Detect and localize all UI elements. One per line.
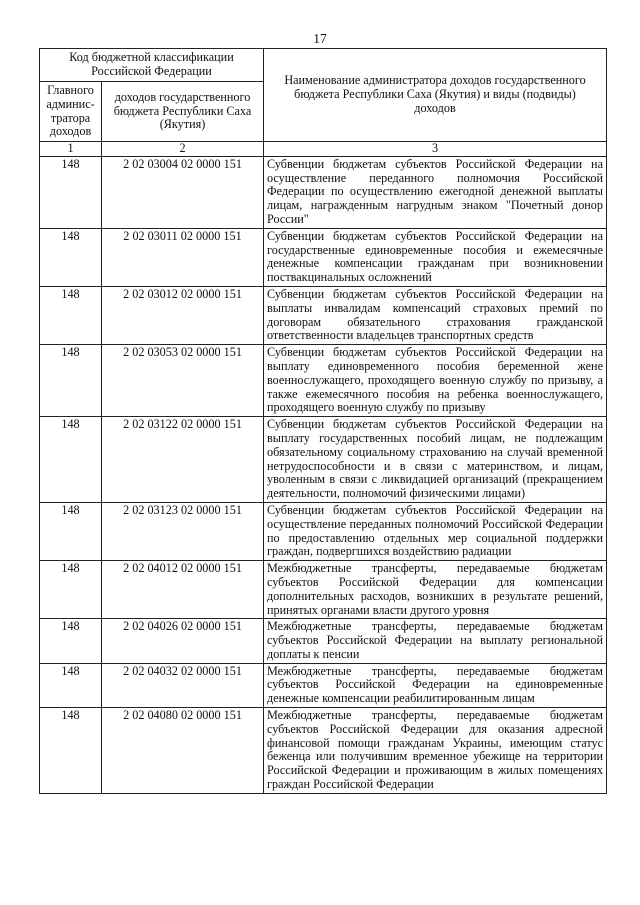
table-row	[40, 417, 607, 503]
revenue-name-cell: Межбюджетные трансферты, передаваемые бюджетам субъектов Российской Федерации для оказания адресной финансовой помощи гражданам Украины, имеющим статус беженца или получившим временное убежище на территории Российской Федерации и проживающим в жилых помещениях граждан Российской Федерации	[264, 708, 607, 794]
admin-code-cell: 148	[40, 708, 102, 794]
revenue-name-cell: Субвенции бюджетам субъектов Российской Федерации на выплату единовременного пособия беременной жене военнослужащего, проходящего военную службу по призыву, а также ежемесячного пособия на ребенка военнослужащего, проходящего военную службу по призыву	[264, 345, 607, 417]
admin-code-cell: 148	[40, 502, 102, 560]
header-revenue-code: доходов государственного бюджета Республики Саха (Якутия)	[102, 82, 264, 142]
revenue-code-cell: 2 02 04032 02 0000 151	[102, 663, 264, 707]
revenue-code-cell: 2 02 03004 02 0000 151	[102, 156, 264, 228]
revenue-code-cell: 2 02 04080 02 0000 151	[102, 708, 264, 794]
admin-code-cell: 148	[40, 561, 102, 619]
header-administrator-name: Наименование администратора доходов государственного бюджета Республики Саха (Якутия) и виды (подвиды) доходов	[264, 49, 607, 142]
revenue-code-cell: 2 02 03122 02 0000 151	[102, 417, 264, 503]
admin-code-cell: 148	[40, 156, 102, 228]
column-number: 2	[102, 142, 264, 157]
table-row	[40, 286, 607, 344]
column-number: 3	[264, 142, 607, 157]
revenue-name-cell: Субвенции бюджетам субъектов Российской Федерации на выплату государственных пособий лицам, не подлежащим обязательному социальному страхованию на случай временной нетрудоспособности и в связи с материнством, и лицам, уволенным в связи с ликвидацией организаций (прекращением деятельности, полномочий физическими лицами)	[264, 417, 607, 503]
column-number: 1	[40, 142, 102, 157]
admin-code-cell: 148	[40, 228, 102, 286]
admin-code-cell: 148	[40, 286, 102, 344]
table-row	[40, 619, 607, 663]
table-row	[40, 561, 607, 619]
page-number: 17	[313, 31, 327, 46]
revenue-code-cell: 2 02 04026 02 0000 151	[102, 619, 264, 663]
table-row	[40, 228, 607, 286]
table-row	[40, 708, 607, 794]
admin-code-cell: 148	[40, 345, 102, 417]
table-row	[40, 345, 607, 417]
revenue-code-cell: 2 02 04012 02 0000 151	[102, 561, 264, 619]
table-row	[40, 156, 607, 228]
admin-code-cell: 148	[40, 417, 102, 503]
budget-classification-table	[39, 48, 607, 794]
header-main-administrator: Главного админис-тратора доходов	[40, 82, 102, 142]
revenue-code-cell: 2 02 03053 02 0000 151	[102, 345, 264, 417]
table-row	[40, 502, 607, 560]
revenue-code-cell: 2 02 03011 02 0000 151	[102, 228, 264, 286]
column-numbers-row	[40, 142, 607, 157]
revenue-name-cell: Субвенции бюджетам субъектов Российской Федерации на выплаты инвалидам компенсаций страховых премий по договорам обязательного страхования гражданской ответственности владельцев транспортных средств	[264, 286, 607, 344]
admin-code-cell: 148	[40, 619, 102, 663]
revenue-code-cell: 2 02 03123 02 0000 151	[102, 502, 264, 560]
header-budget-classification-code: Код бюджетной классификации Российской Федерации	[40, 49, 264, 82]
table-row	[40, 663, 607, 707]
revenue-name-cell: Субвенции бюджетам субъектов Российской Федерации на государственные единовременные пособия и ежемесячные денежные компенсации гражданам при возникновении поствакцинальных осложнений	[264, 228, 607, 286]
revenue-name-cell: Субвенции бюджетам субъектов Российской Федерации на осуществление переданного полномочия Российской Федерации по осуществлению ежегодной денежной выплаты лицам, награжденным нагрудным знаком "Почетный донор России"	[264, 156, 607, 228]
revenue-code-cell: 2 02 03012 02 0000 151	[102, 286, 264, 344]
revenue-name-cell: Субвенции бюджетам субъектов Российской Федерации на осуществление переданных полномочий Российской Федерации по предоставлению отдельных мер социальной поддержки граждан, подвергшихся воздействию радиации	[264, 502, 607, 560]
revenue-name-cell: Межбюджетные трансферты, передаваемые бюджетам субъектов Российской Федерации на единовременные денежные компенсации реабилитированным лицам	[264, 663, 607, 707]
revenue-name-cell: Межбюджетные трансферты, передаваемые бюджетам субъектов Российской Федерации на выплату региональной доплаты к пенсии	[264, 619, 607, 663]
revenue-name-cell: Межбюджетные трансферты, передаваемые бюджетам субъектов Российской Федерации для компенсации дополнительных расходов, возникших в результате решений, принятых органами власти другого уровня	[264, 561, 607, 619]
header-group-row	[40, 49, 607, 82]
admin-code-cell: 148	[40, 663, 102, 707]
